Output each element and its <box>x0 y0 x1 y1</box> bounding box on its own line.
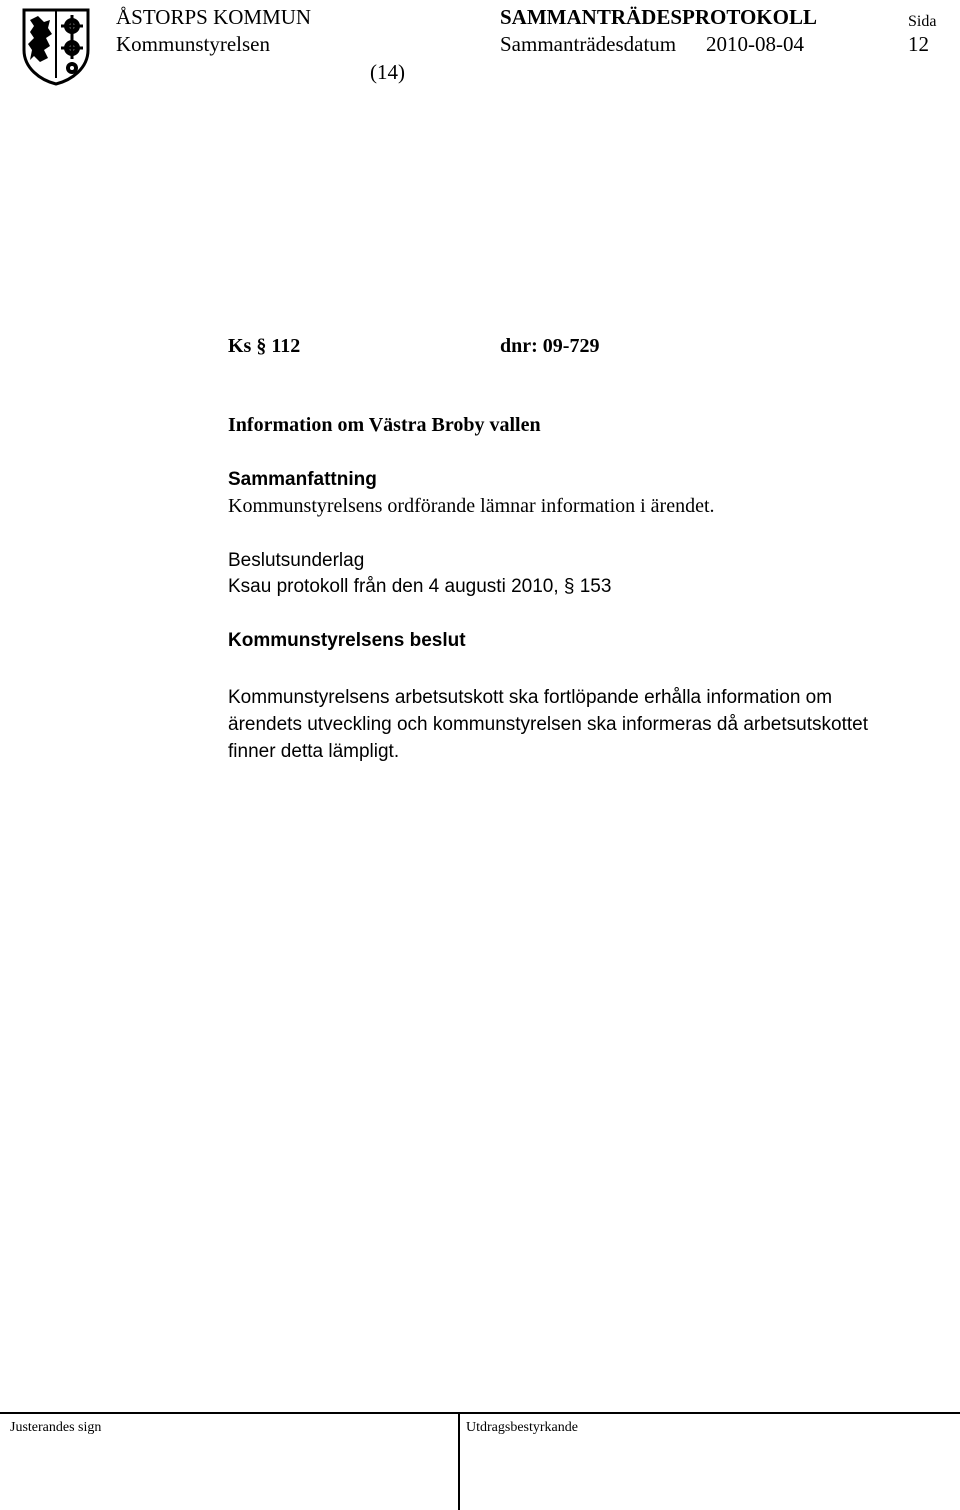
coat-of-arms-icon <box>20 6 92 86</box>
decision-text <box>228 684 948 765</box>
meeting-date-label: Sammanträdesdatum <box>500 32 677 56</box>
footer-column-divider <box>458 1413 460 1510</box>
basis-heading: Beslutsunderlag <box>228 550 365 571</box>
diary-number: dnr: 09-729 <box>500 335 600 357</box>
basis-text: Ksau protokoll från den 4 augusti 2010, § 153 <box>228 576 612 597</box>
summary-text: Kommunstyrelsens ordförande lämnar information i ärendet. <box>228 495 715 517</box>
document-type: SAMMANTRÄDESPROTOKOLL <box>500 5 817 29</box>
paragraph-id: Ks § 112 <box>228 335 301 357</box>
certification-field-label: Utdragsbestyrkande <box>466 1420 578 1435</box>
decision-line: finner detta lämpligt. <box>228 741 400 762</box>
decision-line: Kommunstyrelsens arbetsutskott ska fortlöpande erhålla information om <box>228 687 833 708</box>
decision-heading: Kommunstyrelsens beslut <box>228 630 466 651</box>
page-total: (14) <box>370 60 405 84</box>
page-label: Sida <box>908 13 937 30</box>
summary-heading: Sammanfattning <box>228 469 377 490</box>
committee-name: Kommunstyrelsen <box>116 32 270 56</box>
meeting-date: 2010-08-04 <box>706 32 804 56</box>
footer-divider <box>0 1412 960 1414</box>
signature-field-label: Justerandes sign <box>10 1420 102 1435</box>
page-number: 12 <box>908 32 929 56</box>
decision-line: ärendets utveckling och kommunstyrelsen ska informeras då arbetsutskottet <box>228 714 868 735</box>
municipality-name: ÅSTORPS KOMMUN <box>116 5 312 29</box>
item-title: Information om Västra Broby vallen <box>228 414 541 436</box>
